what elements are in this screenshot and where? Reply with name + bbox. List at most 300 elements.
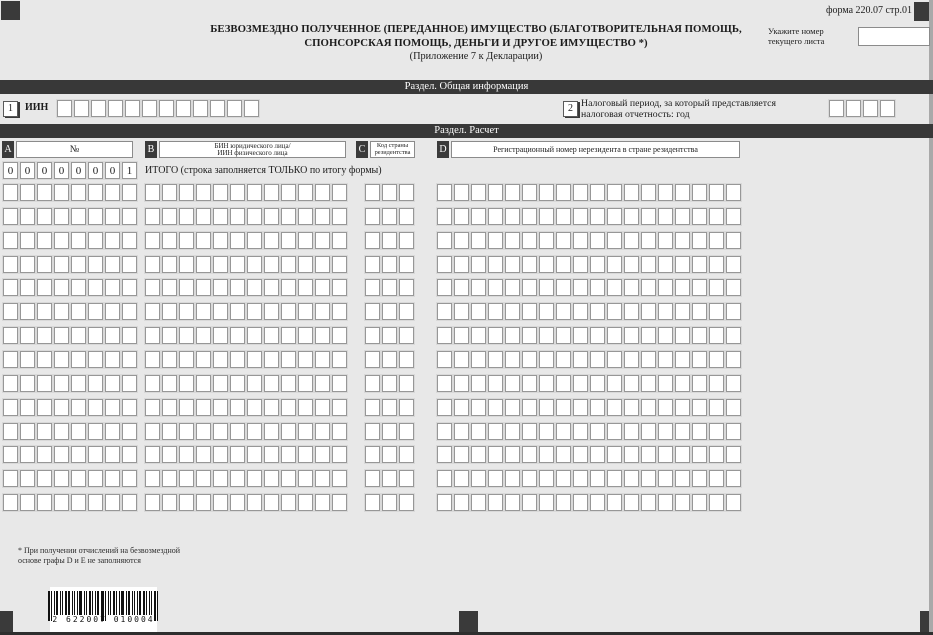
grid-cell[interactable] <box>709 184 724 201</box>
grid-cell[interactable] <box>179 494 194 511</box>
grid-cell[interactable] <box>505 256 520 273</box>
grid-cell[interactable] <box>399 351 414 368</box>
grid-cell[interactable] <box>471 256 486 273</box>
grid-cell[interactable] <box>71 208 86 225</box>
grid-cell[interactable] <box>692 423 707 440</box>
grid-cell[interactable] <box>488 279 503 296</box>
grid-cell[interactable] <box>365 375 380 392</box>
grid-cell[interactable] <box>365 446 380 463</box>
grid-cell[interactable] <box>675 446 690 463</box>
grid-cell[interactable] <box>20 327 35 344</box>
grid-cell[interactable] <box>71 351 86 368</box>
itogo-number-cell[interactable]: 0 <box>88 162 103 179</box>
grid-cell[interactable] <box>709 375 724 392</box>
grid-cell[interactable] <box>624 232 639 249</box>
iin-digit-cell[interactable] <box>244 100 259 117</box>
grid-cell[interactable] <box>709 279 724 296</box>
grid-cell[interactable] <box>573 327 588 344</box>
grid-cell[interactable] <box>624 423 639 440</box>
grid-cell[interactable] <box>20 279 35 296</box>
grid-cell[interactable] <box>488 494 503 511</box>
grid-cell[interactable] <box>573 208 588 225</box>
grid-cell[interactable] <box>145 375 160 392</box>
grid-cell[interactable] <box>607 279 622 296</box>
grid-cell[interactable] <box>399 470 414 487</box>
grid-cell[interactable] <box>162 470 177 487</box>
grid-cell[interactable] <box>281 375 296 392</box>
grid-cell[interactable] <box>522 232 537 249</box>
grid-cell[interactable] <box>454 375 469 392</box>
grid-cell[interactable] <box>641 494 656 511</box>
grid-cell[interactable] <box>692 232 707 249</box>
grid-cell[interactable] <box>556 494 571 511</box>
grid-cell[interactable] <box>71 232 86 249</box>
grid-cell[interactable] <box>556 327 571 344</box>
grid-cell[interactable] <box>37 327 52 344</box>
grid-cell[interactable] <box>365 399 380 416</box>
grid-cell[interactable] <box>37 470 52 487</box>
grid-cell[interactable] <box>522 351 537 368</box>
grid-cell[interactable] <box>122 446 137 463</box>
grid-cell[interactable] <box>20 232 35 249</box>
grid-cell[interactable] <box>505 184 520 201</box>
grid-cell[interactable] <box>590 494 605 511</box>
grid-cell[interactable] <box>573 446 588 463</box>
grid-cell[interactable] <box>315 256 330 273</box>
grid-cell[interactable] <box>264 375 279 392</box>
grid-cell[interactable] <box>709 327 724 344</box>
grid-cell[interactable] <box>298 184 313 201</box>
grid-cell[interactable] <box>590 470 605 487</box>
grid-cell[interactable] <box>437 256 452 273</box>
grid-cell[interactable] <box>590 208 605 225</box>
grid-cell[interactable] <box>709 494 724 511</box>
grid-cell[interactable] <box>196 208 211 225</box>
grid-cell[interactable] <box>315 399 330 416</box>
grid-cell[interactable] <box>145 423 160 440</box>
grid-cell[interactable] <box>298 327 313 344</box>
grid-cell[interactable] <box>3 327 18 344</box>
grid-cell[interactable] <box>71 327 86 344</box>
grid-cell[interactable] <box>658 423 673 440</box>
grid-cell[interactable] <box>573 351 588 368</box>
grid-cell[interactable] <box>505 232 520 249</box>
iin-digit-cell[interactable] <box>74 100 89 117</box>
grid-cell[interactable] <box>281 399 296 416</box>
grid-cell[interactable] <box>522 470 537 487</box>
grid-cell[interactable] <box>692 399 707 416</box>
grid-cell[interactable] <box>281 423 296 440</box>
grid-cell[interactable] <box>264 399 279 416</box>
grid-cell[interactable] <box>3 351 18 368</box>
grid-cell[interactable] <box>437 232 452 249</box>
grid-cell[interactable] <box>607 399 622 416</box>
grid-cell[interactable] <box>658 232 673 249</box>
grid-cell[interactable] <box>281 279 296 296</box>
grid-cell[interactable] <box>213 303 228 320</box>
grid-cell[interactable] <box>105 470 120 487</box>
grid-cell[interactable] <box>382 399 397 416</box>
grid-cell[interactable] <box>488 232 503 249</box>
grid-cell[interactable] <box>122 232 137 249</box>
grid-cell[interactable] <box>105 279 120 296</box>
itogo-number-cell[interactable]: 0 <box>20 162 35 179</box>
grid-cell[interactable] <box>230 279 245 296</box>
grid-cell[interactable] <box>281 351 296 368</box>
grid-cell[interactable] <box>590 279 605 296</box>
grid-cell[interactable] <box>573 279 588 296</box>
grid-cell[interactable] <box>675 327 690 344</box>
grid-cell[interactable] <box>230 399 245 416</box>
grid-cell[interactable] <box>105 208 120 225</box>
grid-cell[interactable] <box>315 351 330 368</box>
grid-cell[interactable] <box>315 446 330 463</box>
grid-cell[interactable] <box>162 423 177 440</box>
grid-cell[interactable] <box>399 423 414 440</box>
grid-cell[interactable] <box>692 279 707 296</box>
grid-cell[interactable] <box>332 494 347 511</box>
grid-cell[interactable] <box>332 375 347 392</box>
grid-cell[interactable] <box>488 446 503 463</box>
grid-cell[interactable] <box>437 184 452 201</box>
grid-cell[interactable] <box>399 303 414 320</box>
grid-cell[interactable] <box>179 375 194 392</box>
grid-cell[interactable] <box>247 399 262 416</box>
grid-cell[interactable] <box>122 375 137 392</box>
grid-cell[interactable] <box>539 399 554 416</box>
grid-cell[interactable] <box>196 327 211 344</box>
grid-cell[interactable] <box>488 256 503 273</box>
grid-cell[interactable] <box>399 375 414 392</box>
grid-cell[interactable] <box>213 184 228 201</box>
grid-cell[interactable] <box>692 256 707 273</box>
grid-cell[interactable] <box>641 256 656 273</box>
grid-cell[interactable] <box>726 208 741 225</box>
grid-cell[interactable] <box>20 351 35 368</box>
grid-cell[interactable] <box>399 399 414 416</box>
grid-cell[interactable] <box>298 256 313 273</box>
grid-cell[interactable] <box>213 446 228 463</box>
grid-cell[interactable] <box>437 303 452 320</box>
grid-cell[interactable] <box>624 375 639 392</box>
grid-cell[interactable] <box>264 327 279 344</box>
grid-cell[interactable] <box>573 303 588 320</box>
grid-cell[interactable] <box>505 279 520 296</box>
grid-cell[interactable] <box>624 208 639 225</box>
grid-cell[interactable] <box>332 256 347 273</box>
grid-cell[interactable] <box>179 232 194 249</box>
grid-cell[interactable] <box>382 256 397 273</box>
grid-cell[interactable] <box>315 470 330 487</box>
grid-cell[interactable] <box>332 184 347 201</box>
grid-cell[interactable] <box>382 470 397 487</box>
grid-cell[interactable] <box>437 494 452 511</box>
grid-cell[interactable] <box>298 423 313 440</box>
grid-cell[interactable] <box>365 423 380 440</box>
grid-cell[interactable] <box>539 256 554 273</box>
grid-cell[interactable] <box>105 351 120 368</box>
grid-cell[interactable] <box>179 256 194 273</box>
grid-cell[interactable] <box>692 327 707 344</box>
grid-cell[interactable] <box>539 351 554 368</box>
grid-cell[interactable] <box>37 184 52 201</box>
grid-cell[interactable] <box>488 303 503 320</box>
grid-cell[interactable] <box>539 446 554 463</box>
grid-cell[interactable] <box>179 423 194 440</box>
grid-cell[interactable] <box>539 184 554 201</box>
grid-cell[interactable] <box>573 494 588 511</box>
grid-cell[interactable] <box>726 279 741 296</box>
iin-digit-cell[interactable] <box>142 100 157 117</box>
itogo-number-cell[interactable]: 0 <box>37 162 52 179</box>
grid-cell[interactable] <box>105 375 120 392</box>
grid-cell[interactable] <box>573 256 588 273</box>
itogo-number-cell[interactable]: 0 <box>105 162 120 179</box>
grid-cell[interactable] <box>471 446 486 463</box>
grid-cell[interactable] <box>539 494 554 511</box>
grid-cell[interactable] <box>20 208 35 225</box>
grid-cell[interactable] <box>196 351 211 368</box>
grid-cell[interactable] <box>196 184 211 201</box>
grid-cell[interactable] <box>641 351 656 368</box>
grid-cell[interactable] <box>54 279 69 296</box>
grid-cell[interactable] <box>71 279 86 296</box>
grid-cell[interactable] <box>281 184 296 201</box>
grid-cell[interactable] <box>726 446 741 463</box>
grid-cell[interactable] <box>162 232 177 249</box>
grid-cell[interactable] <box>505 494 520 511</box>
grid-cell[interactable] <box>105 423 120 440</box>
grid-cell[interactable] <box>658 494 673 511</box>
grid-cell[interactable] <box>437 399 452 416</box>
grid-cell[interactable] <box>264 446 279 463</box>
grid-cell[interactable] <box>539 279 554 296</box>
grid-cell[interactable] <box>20 470 35 487</box>
grid-cell[interactable] <box>399 208 414 225</box>
grid-cell[interactable] <box>88 399 103 416</box>
grid-cell[interactable] <box>624 184 639 201</box>
grid-cell[interactable] <box>196 494 211 511</box>
grid-cell[interactable] <box>726 494 741 511</box>
grid-cell[interactable] <box>88 446 103 463</box>
grid-cell[interactable] <box>365 208 380 225</box>
grid-cell[interactable] <box>264 351 279 368</box>
grid-cell[interactable] <box>264 470 279 487</box>
grid-cell[interactable] <box>54 423 69 440</box>
year-digit-cell[interactable] <box>846 100 861 117</box>
grid-cell[interactable] <box>105 494 120 511</box>
grid-cell[interactable] <box>454 303 469 320</box>
grid-cell[interactable] <box>298 470 313 487</box>
grid-cell[interactable] <box>382 303 397 320</box>
grid-cell[interactable] <box>298 375 313 392</box>
grid-cell[interactable] <box>162 279 177 296</box>
grid-cell[interactable] <box>607 256 622 273</box>
grid-cell[interactable] <box>230 303 245 320</box>
grid-cell[interactable] <box>539 303 554 320</box>
grid-cell[interactable] <box>54 351 69 368</box>
grid-cell[interactable] <box>399 494 414 511</box>
grid-cell[interactable] <box>20 399 35 416</box>
grid-cell[interactable] <box>505 399 520 416</box>
grid-cell[interactable] <box>264 423 279 440</box>
grid-cell[interactable] <box>454 327 469 344</box>
grid-cell[interactable] <box>3 232 18 249</box>
grid-cell[interactable] <box>230 423 245 440</box>
grid-cell[interactable] <box>315 494 330 511</box>
grid-cell[interactable] <box>454 256 469 273</box>
grid-cell[interactable] <box>675 375 690 392</box>
grid-cell[interactable] <box>213 494 228 511</box>
grid-cell[interactable] <box>522 256 537 273</box>
grid-cell[interactable] <box>365 303 380 320</box>
grid-cell[interactable] <box>382 208 397 225</box>
grid-cell[interactable] <box>71 494 86 511</box>
grid-cell[interactable] <box>692 375 707 392</box>
grid-cell[interactable] <box>88 279 103 296</box>
grid-cell[interactable] <box>264 208 279 225</box>
grid-cell[interactable] <box>641 446 656 463</box>
grid-cell[interactable] <box>298 494 313 511</box>
grid-cell[interactable] <box>298 279 313 296</box>
grid-cell[interactable] <box>88 256 103 273</box>
grid-cell[interactable] <box>437 446 452 463</box>
grid-cell[interactable] <box>20 494 35 511</box>
grid-cell[interactable] <box>145 279 160 296</box>
grid-cell[interactable] <box>624 256 639 273</box>
grid-cell[interactable] <box>471 399 486 416</box>
grid-cell[interactable] <box>3 470 18 487</box>
grid-cell[interactable] <box>3 446 18 463</box>
grid-cell[interactable] <box>230 232 245 249</box>
grid-cell[interactable] <box>607 184 622 201</box>
grid-cell[interactable] <box>590 256 605 273</box>
grid-cell[interactable] <box>590 232 605 249</box>
grid-cell[interactable] <box>196 399 211 416</box>
grid-cell[interactable] <box>658 208 673 225</box>
grid-cell[interactable] <box>692 351 707 368</box>
grid-cell[interactable] <box>675 399 690 416</box>
grid-cell[interactable] <box>281 256 296 273</box>
grid-cell[interactable] <box>162 208 177 225</box>
grid-cell[interactable] <box>54 446 69 463</box>
grid-cell[interactable] <box>382 279 397 296</box>
grid-cell[interactable] <box>539 327 554 344</box>
grid-cell[interactable] <box>3 208 18 225</box>
grid-cell[interactable] <box>556 208 571 225</box>
grid-cell[interactable] <box>590 446 605 463</box>
grid-cell[interactable] <box>505 327 520 344</box>
grid-cell[interactable] <box>196 303 211 320</box>
grid-cell[interactable] <box>54 232 69 249</box>
grid-cell[interactable] <box>607 423 622 440</box>
grid-cell[interactable] <box>213 256 228 273</box>
grid-cell[interactable] <box>726 256 741 273</box>
grid-cell[interactable] <box>145 303 160 320</box>
grid-cell[interactable] <box>71 399 86 416</box>
grid-cell[interactable] <box>675 494 690 511</box>
grid-cell[interactable] <box>658 303 673 320</box>
grid-cell[interactable] <box>247 423 262 440</box>
grid-cell[interactable] <box>88 351 103 368</box>
grid-cell[interactable] <box>675 232 690 249</box>
grid-cell[interactable] <box>471 375 486 392</box>
grid-cell[interactable] <box>264 494 279 511</box>
grid-cell[interactable] <box>122 303 137 320</box>
grid-cell[interactable] <box>658 327 673 344</box>
grid-cell[interactable] <box>454 494 469 511</box>
grid-cell[interactable] <box>382 327 397 344</box>
grid-cell[interactable] <box>726 303 741 320</box>
grid-cell[interactable] <box>365 184 380 201</box>
grid-cell[interactable] <box>162 327 177 344</box>
grid-cell[interactable] <box>88 327 103 344</box>
grid-cell[interactable] <box>332 327 347 344</box>
grid-cell[interactable] <box>488 399 503 416</box>
grid-cell[interactable] <box>213 327 228 344</box>
grid-cell[interactable] <box>607 494 622 511</box>
grid-cell[interactable] <box>641 399 656 416</box>
grid-cell[interactable] <box>54 208 69 225</box>
grid-cell[interactable] <box>709 208 724 225</box>
iin-digit-cell[interactable] <box>176 100 191 117</box>
grid-cell[interactable] <box>505 303 520 320</box>
iin-digit-cell[interactable] <box>125 100 140 117</box>
grid-cell[interactable] <box>122 327 137 344</box>
grid-cell[interactable] <box>196 446 211 463</box>
grid-cell[interactable] <box>522 208 537 225</box>
grid-cell[interactable] <box>247 351 262 368</box>
grid-cell[interactable] <box>230 208 245 225</box>
grid-cell[interactable] <box>3 494 18 511</box>
grid-cell[interactable] <box>332 303 347 320</box>
grid-cell[interactable] <box>539 375 554 392</box>
grid-cell[interactable] <box>607 375 622 392</box>
grid-cell[interactable] <box>471 208 486 225</box>
year-digit-cell[interactable] <box>863 100 878 117</box>
grid-cell[interactable] <box>37 494 52 511</box>
grid-cell[interactable] <box>505 470 520 487</box>
grid-cell[interactable] <box>247 446 262 463</box>
grid-cell[interactable] <box>71 256 86 273</box>
grid-cell[interactable] <box>365 470 380 487</box>
grid-cell[interactable] <box>624 327 639 344</box>
grid-cell[interactable] <box>332 351 347 368</box>
grid-cell[interactable] <box>382 494 397 511</box>
grid-cell[interactable] <box>37 232 52 249</box>
grid-cell[interactable] <box>641 208 656 225</box>
grid-cell[interactable] <box>522 399 537 416</box>
grid-cell[interactable] <box>692 446 707 463</box>
grid-cell[interactable] <box>437 375 452 392</box>
grid-cell[interactable] <box>247 256 262 273</box>
grid-cell[interactable] <box>88 375 103 392</box>
grid-cell[interactable] <box>365 279 380 296</box>
grid-cell[interactable] <box>54 327 69 344</box>
grid-cell[interactable] <box>522 446 537 463</box>
grid-cell[interactable] <box>179 470 194 487</box>
grid-cell[interactable] <box>54 470 69 487</box>
grid-cell[interactable] <box>437 423 452 440</box>
grid-cell[interactable] <box>145 446 160 463</box>
grid-cell[interactable] <box>471 494 486 511</box>
iin-digit-cell[interactable] <box>108 100 123 117</box>
grid-cell[interactable] <box>573 470 588 487</box>
grid-cell[interactable] <box>37 279 52 296</box>
grid-cell[interactable] <box>88 423 103 440</box>
grid-cell[interactable] <box>522 375 537 392</box>
grid-cell[interactable] <box>122 256 137 273</box>
